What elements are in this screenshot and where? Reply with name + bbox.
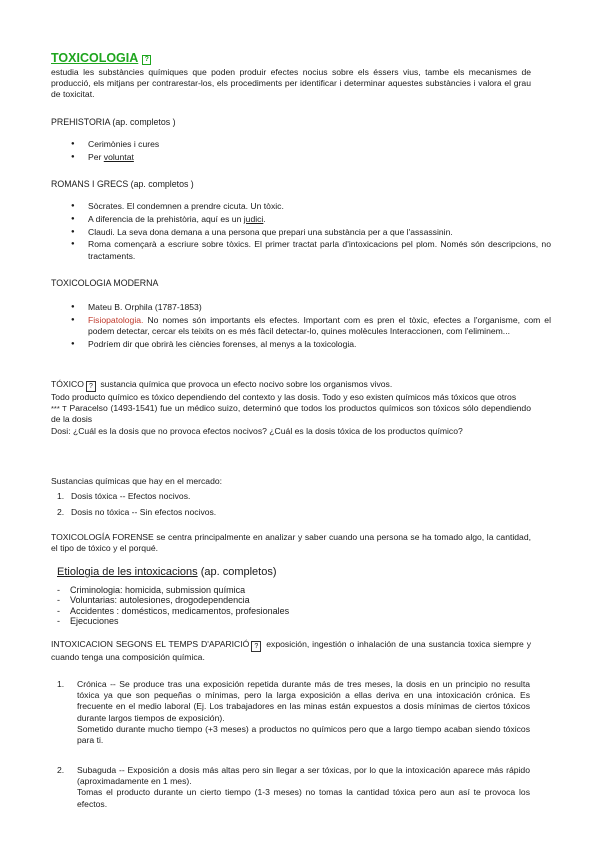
list-item: ● Cerimònies i cures [71, 139, 551, 150]
sustancias-list [57, 491, 537, 523]
unknown-glyph-icon: ? [251, 641, 261, 652]
list-item: - Ejecuciones [57, 616, 119, 627]
list-item: ● Claudi. La seva dona demana a una persona que prepari una substància per a que l'assassinin. [71, 227, 551, 238]
judici-link[interactable]: judici [243, 213, 264, 224]
moderna-heading: TOXICOLOGIA MODERNA [51, 278, 159, 288]
list-item: 2. Dosis no tóxica -- Sin efectos nocivos. [57, 506, 217, 517]
subaguda-item [57, 765, 530, 810]
unknown-glyph-icon: ? [86, 381, 96, 392]
toxico-definition: TÓXICO ? sustancia química que provoca un efecto nocivo sobre los organismos vivos. Todo producto químico es tóxico dependiendo del contexto y las dosis. Todo y eso existen químicos más tóxicos que otros *** T Paracelso (1493-1541) fue un médico suizo, determinó que todos los productos químicos son tóxicos sólo dependiendo de la dosis Dosi: ¿Cuál es la dosis que no provoca efectos nocivos? ¿Cuál es la dosis tóxica de los productos químico? [51, 379, 531, 436]
list-item: 1. Crónica -- Se produce tras una exposición repetida durante más de tres meses, la dosis en un principio no resulta tóxica ya que son pequeñas o mínimas, pero la larga exposición a ellas deriva en una intoxicación crónica. Es frecuente en el medio laboral (Ej. Los trabajadores en las minas están expuestos a dosis mínimas de ciertos tóxicos durante largos tiempos de exposición). Sometido durante mucho tiempo (+3 meses) a productos no químicos pero que a largo tiempo acaban siendo tóxicos para ti. [57, 679, 530, 746]
moderna-list [71, 302, 551, 352]
list-item: - Criminologia: homicida, submission química [57, 585, 246, 595]
fisiopatologia-term: Fisiopatologia. [88, 314, 144, 325]
cronica-item [57, 679, 530, 746]
romans-list [71, 201, 551, 263]
list-item: ● Podríem dir que obrirà les ciències forenses, al menys a la toxicologia. [71, 339, 551, 350]
forense-paragraph: TOXICOLOGÍA FORENSE se centra principalmente en analizar y saber cuando una persona se ha tomado algo, la cantidad, el tipo de tóxico y el porqué. [51, 532, 531, 554]
list-item: 2. Subaguda -- Exposición a dosis más altas pero sin llegar a ser tóxicas, por lo que la intoxicación aparece más rápido (aproximadamente en 1 mes). Tomas el producto durante un cierto tiempo (1-3 meses) no tomas la cantidad tóxica pero aun así te provoca los efectos. [57, 765, 530, 809]
unknown-glyph-icon: ? [142, 55, 151, 65]
etiologia-heading: Etiologia de les intoxicacions (ap. completos) [57, 566, 277, 578]
etiologia-list [57, 585, 517, 627]
stars-marker: *** T [51, 404, 67, 414]
voluntat-link[interactable]: voluntat [103, 151, 134, 162]
romans-heading: ROMANS I GRECS (ap. completos ) [51, 179, 194, 189]
intoxicacion-paragraph: INTOXICACION SEGONS EL TEMPS D'APARICIÓ ? exposición, ingestión o inhalación de una sustancia toxica siempre y cuando tenga una composición química. [51, 639, 532, 662]
list-item: ● Roma començarà a escriure sobre tòxics. El primer tractat parla d'intoxicacions pel plom. Només són descripcions, no tractaments. [71, 239, 551, 261]
list-item: 1. Dosis tóxica -- Efectos nocivos. [57, 491, 191, 501]
list-item: ● Mateu B. Orphila (1787-1853) [71, 302, 551, 313]
list-item: - Accidentes : domésticos, medicamentos, profesionales [57, 605, 290, 616]
sustancias-heading: Sustancias químicas que hay en el mercado: [51, 476, 223, 486]
list-item: ● Sòcrates. El condemnen a prendre cicuta. Un tòxic. [71, 201, 551, 212]
list-item: - Voluntarias: autolesiones, drogodependencia [57, 595, 250, 606]
prehistoria-list [71, 139, 551, 165]
list-item: ● Per voluntat [71, 152, 551, 163]
list-item: ● Fisiopatologia. No nomes són importants els efectes. Important com es pren el tòxic, efectes a l'organisme, com el podem detectar, cercar els teixits on es més fàcil detectar-lo, quines molècules Interaccionen, com l'eliminem... [71, 315, 551, 337]
page-title: TOXICOLOGIA ? [51, 51, 531, 65]
list-item: ● A diferencia de la prehistòria, aquí es un judici. [71, 214, 551, 225]
intro-paragraph: estudia les substàncies químiques que poden produir efectes nocius sobre els éssers vius, tambe els mecanismes de producció, els mitjans per contrarestar-los, els procediments per identificar i determinar aquestes substàncies i valora el grau de toxicitat. [51, 67, 531, 100]
prehistoria-heading: PREHISTORIA (ap. completos ) [51, 117, 176, 127]
